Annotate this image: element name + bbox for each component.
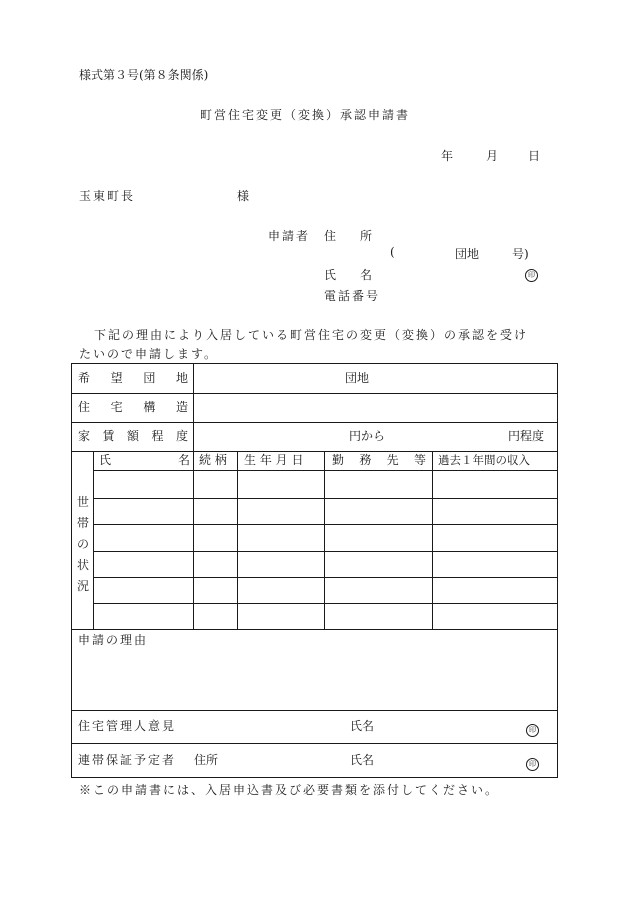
manager-label: 住宅管理人意見	[78, 719, 177, 733]
guarantor-seal: 印	[526, 755, 539, 771]
applicant-address-label: 住 所	[324, 229, 373, 243]
paren-open: (	[390, 245, 395, 259]
col-name-1: 氏	[99, 453, 112, 467]
date-month: 月	[486, 149, 499, 163]
reason-label: 申請の理由	[78, 633, 149, 647]
date-day: 日	[528, 149, 541, 163]
danchi-label: 団地	[455, 247, 480, 261]
applicant-name-label: 氏 名	[324, 268, 373, 282]
addressee-suffix: 様	[237, 189, 250, 203]
col-income: 過去１年間の収入	[438, 453, 530, 467]
guarantor-name-label: 氏名	[350, 753, 375, 767]
col-name-2: 名	[178, 453, 191, 467]
household-label: 世 帯 の 状 況	[77, 495, 90, 593]
rent-from: 円から	[349, 429, 386, 443]
col-birth: 生 年 月 日	[244, 453, 304, 467]
intro-line-2: たいので申請します。	[79, 347, 219, 361]
intro-line-1: 下記の理由により入居している町営住宅の変更（変換）の承認を受け	[94, 328, 529, 342]
date-year: 年	[441, 149, 454, 163]
applicant-phone-label: 電話番号	[324, 289, 381, 303]
structure-label: 住 宅 構 造	[78, 400, 188, 414]
rent-label: 家 賃 額 程 度	[78, 429, 188, 443]
guarantor-label: 連帯保証予定者	[78, 753, 177, 767]
desired-danchi-label: 希 望 団 地	[78, 371, 188, 385]
manager-name-label: 氏名	[350, 719, 375, 733]
manager-seal: 印	[526, 721, 539, 737]
addressee: 玉東町長	[79, 189, 136, 203]
applicant-seal: 印	[525, 266, 538, 282]
form-number: 様式第３号(第８条関係)	[79, 68, 209, 82]
guarantor-address-label: 住所	[194, 753, 219, 767]
go-label: 号)	[512, 247, 529, 261]
page-title: 町営住宅変更（変換）承認申請書	[200, 108, 411, 122]
applicant-label: 申請者	[268, 229, 311, 243]
footer-note: ※この申請書には、入居申込書及び必要書類を添付してください。	[79, 783, 500, 797]
col-work: 勤 務 先 等	[332, 453, 426, 467]
col-relation: 続 柄	[199, 453, 227, 467]
rent-to: 円程度	[508, 429, 545, 443]
desired-danchi-value: 団地	[345, 371, 370, 385]
